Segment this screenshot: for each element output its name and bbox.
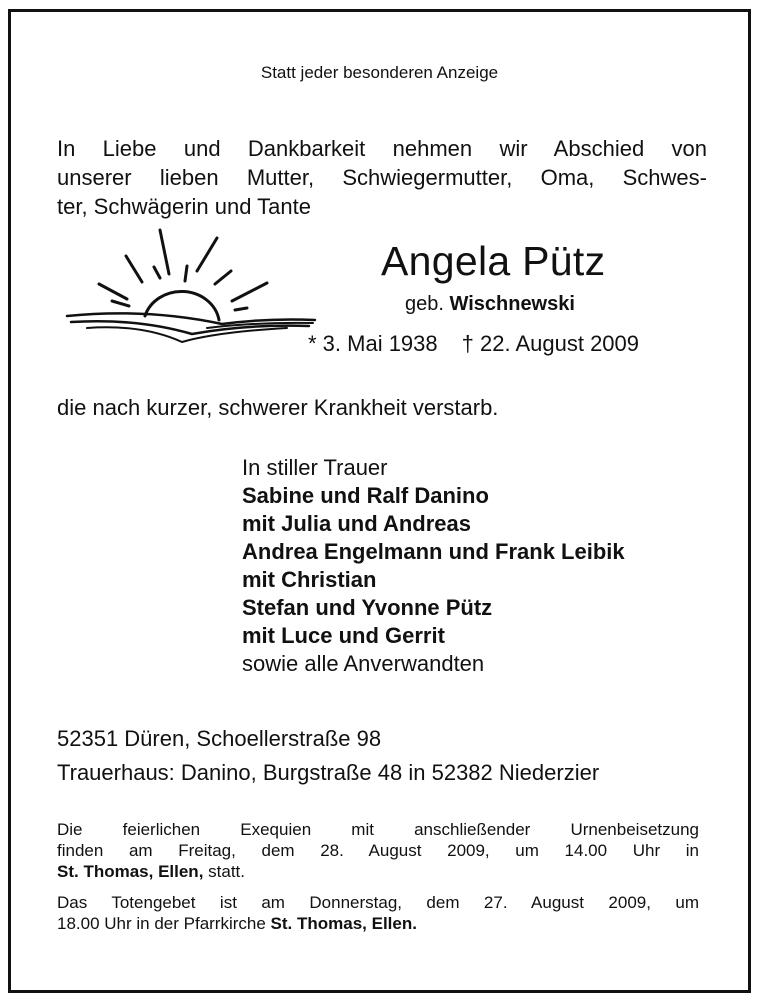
service-line-1: Die feierlichen Exequien mit anschließender Urnenbeisetzung bbox=[57, 820, 699, 839]
intro-line-1: In Liebe und Dankbarkeit nehmen wir Abschied von bbox=[57, 136, 707, 161]
intro-line-3: ter, Schwägerin und Tante bbox=[57, 194, 311, 219]
death-note: die nach kurzer, schwerer Krankheit verstarb. bbox=[57, 395, 499, 420]
mourner-name: mit Julia und Andreas bbox=[242, 511, 472, 536]
mourning-heading: In stiller Trauer bbox=[242, 455, 388, 480]
maiden-name bbox=[405, 293, 575, 316]
prayer-line-1: Das Totengebet ist am Donnerstag, dem 27. August 2009, um bbox=[57, 893, 699, 912]
birth-date: * 3. Mai 1938 bbox=[308, 331, 438, 356]
prayer-info bbox=[57, 892, 699, 934]
mourning-closing: sowie alle Anverwandten bbox=[242, 651, 485, 676]
service-location: St. Thomas, Ellen, bbox=[57, 862, 204, 881]
prayer-line-2 bbox=[57, 913, 699, 934]
address-line-2: Trauerhaus: Danino, Burgstraße 48 in 52382 Niederzier bbox=[57, 760, 600, 785]
deceased-name: Angela Pütz bbox=[381, 238, 606, 284]
mourner-name: Stefan und Yvonne Pütz bbox=[242, 595, 493, 620]
prayer-line-2-start: 18.00 Uhr in der Pfarrkirche bbox=[57, 914, 271, 933]
mourners-block bbox=[242, 454, 625, 678]
service-line-3-rest: statt. bbox=[203, 862, 245, 881]
sunset-icon bbox=[57, 224, 327, 344]
death-date: † 22. August 2009 bbox=[461, 331, 640, 356]
mourner-name: mit Luce und Gerrit bbox=[242, 623, 445, 648]
born-name: Wischnewski bbox=[449, 293, 575, 315]
mourner-name: Andrea Engelmann und Frank Leibik bbox=[242, 539, 625, 564]
intro-line-2: unserer lieben Mutter, Schwiegermutter, Oma, Schwes- bbox=[57, 165, 707, 190]
address-line-1: 52351 Düren, Schoellerstraße 98 bbox=[57, 726, 382, 751]
service-info bbox=[57, 819, 699, 882]
life-dates bbox=[308, 331, 639, 357]
obituary-frame bbox=[8, 9, 751, 993]
address-block bbox=[57, 722, 599, 790]
service-line-3 bbox=[57, 861, 699, 882]
mourner-name: mit Christian bbox=[242, 567, 377, 592]
born-prefix: geb. bbox=[405, 293, 444, 315]
prayer-location: St. Thomas, Ellen. bbox=[270, 914, 417, 933]
intro-text bbox=[57, 134, 707, 221]
header-text: Statt jeder besonderen Anzeige bbox=[260, 63, 499, 82]
service-line-2: finden am Freitag, dem 28. August 2009, um 14.00 Uhr in bbox=[57, 841, 699, 860]
mourner-name: Sabine und Ralf Danino bbox=[242, 483, 489, 508]
